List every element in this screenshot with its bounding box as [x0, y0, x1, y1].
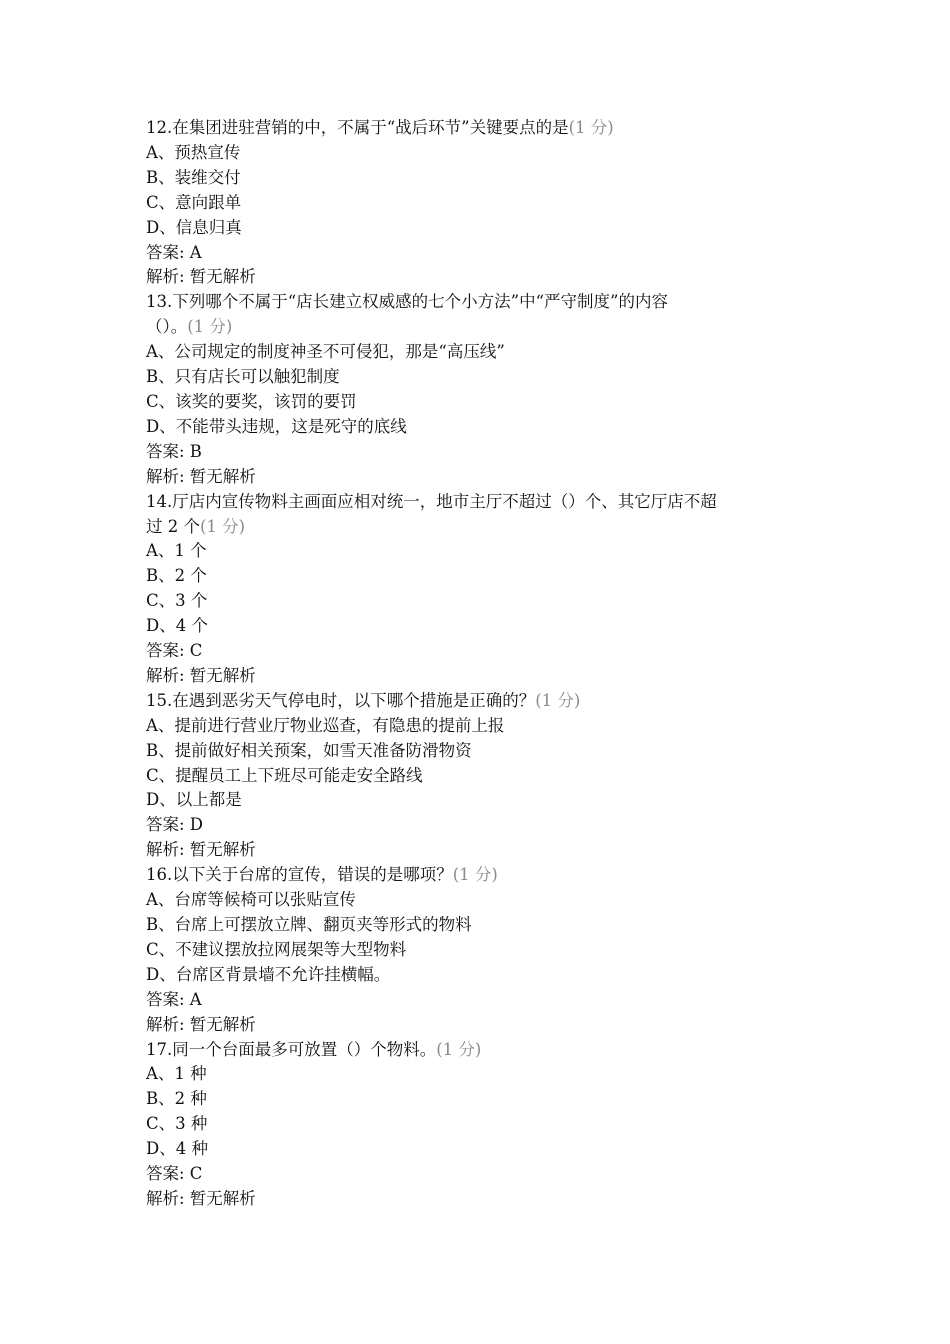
option-c: C、不建议摆放拉网展架等大型物料 [146, 939, 407, 959]
option-b: B、2 个 [146, 566, 207, 586]
option-a: A、1 个 [146, 541, 207, 561]
option-b: B、台席上可摆放立牌、翻页夹等形式的物料 [146, 915, 472, 934]
option-a: A、提前进行营业厅物业巡查，有隐患的提前上报 [146, 715, 505, 735]
option-a: A、台席等候椅可以张贴宣传 [146, 890, 356, 910]
option-d: D、4 种 [146, 1139, 208, 1159]
question-stem-line: 12.在集团进驻营销的中，不属于“战后环节”关键要点的是(1 分) [146, 118, 614, 137]
question-15 [146, 689, 826, 863]
option-a: A、预热宣传 [146, 142, 241, 162]
option-c: C、意向跟单 [146, 192, 242, 212]
question-stem-line: 13.下列哪个不属于“店长建立权威感的七个小方法”中“严守制度”的内容 [146, 292, 668, 312]
question-12 [146, 116, 826, 290]
score-label: (1 分) [187, 317, 233, 337]
option-d: D、信息归真 [146, 217, 242, 237]
score-label: (1 分) [568, 118, 614, 137]
answer-line: 答案: A [146, 989, 202, 1009]
option-c: C、3 种 [146, 1114, 208, 1134]
option-d: D、不能带头违规，这是死守的底线 [146, 416, 407, 436]
question-13 [146, 290, 826, 489]
answer-line: 答案: D [146, 815, 204, 835]
option-b: B、2 种 [146, 1089, 207, 1109]
analysis-line: 解析: 暂无解析 [146, 665, 256, 685]
option-d: D、台席区背景墙不允许挂横幅。 [146, 964, 391, 984]
option-c: C、提醒员工上下班尽可能走安全路线 [146, 765, 423, 785]
score-label: (1 分) [436, 1039, 482, 1059]
question-stem-line: 16.以下关于台席的宣传，错误的是哪项？(1 分) [146, 865, 498, 885]
option-d: D、以上都是 [146, 790, 242, 810]
option-c: C、该奖的要奖，该罚的要罚 [146, 391, 357, 411]
question-stem-line: 17.同一个台面最多可放置（）个物料。(1 分) [146, 1039, 482, 1059]
analysis-line: 解析: 暂无解析 [146, 840, 256, 860]
option-b: B、装维交付 [146, 167, 241, 187]
question-stem-line: （）。(1 分) [146, 317, 233, 337]
question-stem-line: 过 2 个(1 分) [146, 516, 246, 536]
option-a: A、公司规定的制度神圣不可侵犯，那是“高压线” [146, 342, 505, 362]
question-stem-line: 15.在遇到恶劣天气停电时，以下哪个措施是正确的？(1 分) [146, 690, 581, 710]
document-page [146, 116, 826, 1212]
analysis-line: 解析: 暂无解析 [146, 1188, 256, 1208]
score-label: (1 分) [200, 516, 246, 536]
analysis-line: 解析: 暂无解析 [146, 1014, 256, 1034]
option-b: B、只有店长可以触犯制度 [146, 367, 340, 387]
score-label: (1 分) [452, 865, 498, 885]
question-14 [146, 490, 826, 689]
question-17 [146, 1038, 826, 1212]
option-a: A、1 种 [146, 1064, 207, 1084]
option-d: D、4 个 [146, 616, 208, 636]
analysis-line: 解析: 暂无解析 [146, 267, 256, 287]
question-16 [146, 863, 826, 1037]
score-label: (1 分) [535, 690, 581, 710]
answer-line: 答案: A [146, 242, 202, 262]
analysis-line: 解析: 暂无解析 [146, 466, 256, 486]
answer-line: 答案: B [146, 441, 202, 461]
option-c: C、3 个 [146, 591, 208, 611]
option-b: B、提前做好相关预案，如雪天准备防滑物资 [146, 740, 472, 760]
answer-line: 答案: C [146, 1164, 203, 1184]
question-stem-line: 14.厅店内宣传物料主画面应相对统一，地市主厅不超过（）个、其它厅店不超 [146, 491, 717, 511]
answer-line: 答案: C [146, 641, 203, 661]
